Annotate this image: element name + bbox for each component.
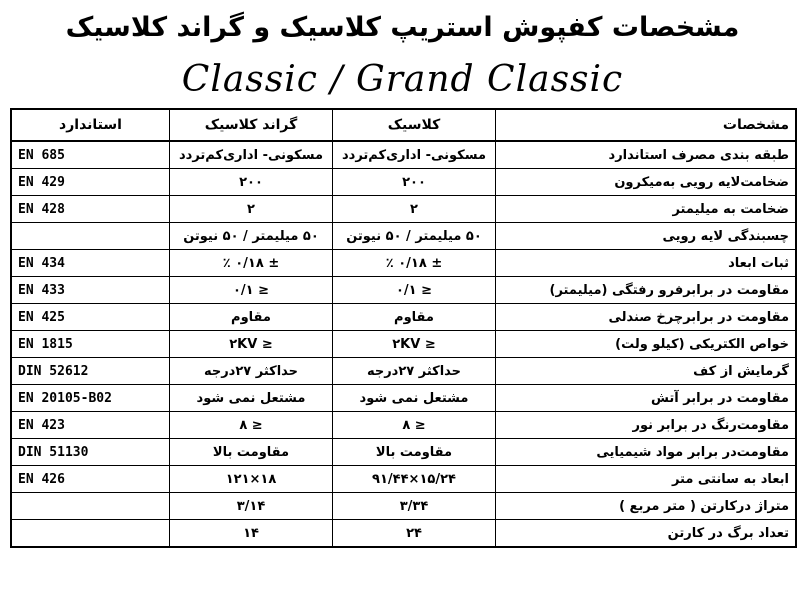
- cell-standard: [11, 493, 170, 520]
- cell-spec: خواص الکتریکی (کیلو ولت): [496, 331, 797, 358]
- table-row: [11, 466, 796, 493]
- cell-standard: [11, 520, 170, 548]
- table-header-row: [11, 109, 796, 141]
- cell-grand-classic: ≤ ۰/۱: [170, 277, 333, 304]
- cell-classic: ۲۴: [333, 520, 496, 548]
- table-row: [11, 304, 796, 331]
- table-row: [11, 141, 796, 169]
- cell-grand-classic: ۱۴: [170, 520, 333, 548]
- cell-classic: ۳/۳۴: [333, 493, 496, 520]
- cell-standard: EN 685: [11, 141, 170, 169]
- cell-standard: EN 426: [11, 466, 170, 493]
- cell-classic: حداکثر ۲۷درجه: [333, 358, 496, 385]
- cell-standard: EN 425: [11, 304, 170, 331]
- cell-classic: ≤ ۸: [333, 412, 496, 439]
- cell-grand-classic: ۲۰۰: [170, 169, 333, 196]
- cell-classic: ± ۰/۱۸ ٪: [333, 250, 496, 277]
- cell-classic: مقاومت بالا: [333, 439, 496, 466]
- table-row: [11, 412, 796, 439]
- cell-spec: تعداد برگ در کارتن: [496, 520, 797, 548]
- cell-classic: ۲: [333, 196, 496, 223]
- cell-grand-classic: مقاومت بالا: [170, 439, 333, 466]
- table-row: [11, 250, 796, 277]
- product-name-title: Classic / Grand Classic: [181, 59, 624, 100]
- cell-grand-classic: حداکثر ۲۷درجه: [170, 358, 333, 385]
- cell-spec: ابعاد به سانتی متر: [496, 466, 797, 493]
- cell-grand-classic: مقاوم: [170, 304, 333, 331]
- header-standard: استاندارد: [11, 109, 170, 141]
- cell-standard: DIN 52612: [11, 358, 170, 385]
- cell-standard: EN 1815: [11, 331, 170, 358]
- table-row: [11, 169, 796, 196]
- cell-classic: ۲۰۰: [333, 169, 496, 196]
- cell-grand-classic: مسکونی- اداری‌کم‌تردد: [170, 141, 333, 169]
- cell-grand-classic: ۵۰ میلیمتر / ۵۰ نیوتن: [170, 223, 333, 250]
- cell-spec: مقاومت در برابرچرخ صندلی: [496, 304, 797, 331]
- table-row: [11, 196, 796, 223]
- cell-spec: طبقه بندی مصرف استاندارد: [496, 141, 797, 169]
- cell-classic: ۵۰ میلیمتر / ۵۰ نیوتن: [333, 223, 496, 250]
- cell-spec: ضخامت به میلیمتر: [496, 196, 797, 223]
- cell-spec: ضخامت‌لایه رویی به‌میکرون: [496, 169, 797, 196]
- cell-grand-classic: ۱۸×۱۲۱: [170, 466, 333, 493]
- cell-classic: مشتعل نمی شود: [333, 385, 496, 412]
- table-row: [11, 385, 796, 412]
- table-row: [11, 223, 796, 250]
- cell-grand-classic: ± ۰/۱۸ ٪: [170, 250, 333, 277]
- cell-standard: EN 429: [11, 169, 170, 196]
- cell-grand-classic: ۲: [170, 196, 333, 223]
- table-row: [11, 520, 796, 548]
- cell-grand-classic: ۳/۱۴: [170, 493, 333, 520]
- cell-spec: متراژ درکارتن ( متر مربع ): [496, 493, 797, 520]
- cell-spec: مقاومت‌در برابر مواد شیمیایی: [496, 439, 797, 466]
- table-row: [11, 493, 796, 520]
- cell-classic: ≤ ۰/۱: [333, 277, 496, 304]
- cell-standard: EN 20105-B02: [11, 385, 170, 412]
- cell-standard: [11, 223, 170, 250]
- cell-standard: EN 433: [11, 277, 170, 304]
- header-classic: کلاسیک: [333, 109, 496, 141]
- cell-standard: DIN 51130: [11, 439, 170, 466]
- cell-standard: EN 423: [11, 412, 170, 439]
- header-grand-classic: گراند کلاسیک: [170, 109, 333, 141]
- table-row: [11, 439, 796, 466]
- cell-spec: گرمایش از کف: [496, 358, 797, 385]
- table-row: [11, 277, 796, 304]
- cell-spec: مقاومت‌رنگ در برابر نور: [496, 412, 797, 439]
- header-spec: مشخصات: [496, 109, 797, 141]
- cell-classic: ≤ ۲KV: [333, 331, 496, 358]
- cell-standard: EN 428: [11, 196, 170, 223]
- cell-classic: ۱۵/۲۴×۹۱/۴۴: [333, 466, 496, 493]
- cell-grand-classic: مشتعل نمی شود: [170, 385, 333, 412]
- cell-standard: EN 434: [11, 250, 170, 277]
- cell-classic: مقاوم: [333, 304, 496, 331]
- cell-spec: مقاومت در برابر آتش: [496, 385, 797, 412]
- cell-spec: مقاومت در برابرفرو رفتگی (میلیمتر): [496, 277, 797, 304]
- table-row: [11, 358, 796, 385]
- table-row: [11, 331, 796, 358]
- cell-grand-classic: ≤ ۸: [170, 412, 333, 439]
- cell-spec: ثبات ابعاد: [496, 250, 797, 277]
- cell-spec: چسبندگی لایه رویی: [496, 223, 797, 250]
- page-title: مشخصات کفپوش استریپ کلاسیک و گراند کلاسیک: [65, 12, 740, 43]
- cell-grand-classic: ≤ ۲KV: [170, 331, 333, 358]
- cell-classic: مسکونی- اداری‌کم‌تردد: [333, 141, 496, 169]
- specifications-table: [10, 108, 797, 548]
